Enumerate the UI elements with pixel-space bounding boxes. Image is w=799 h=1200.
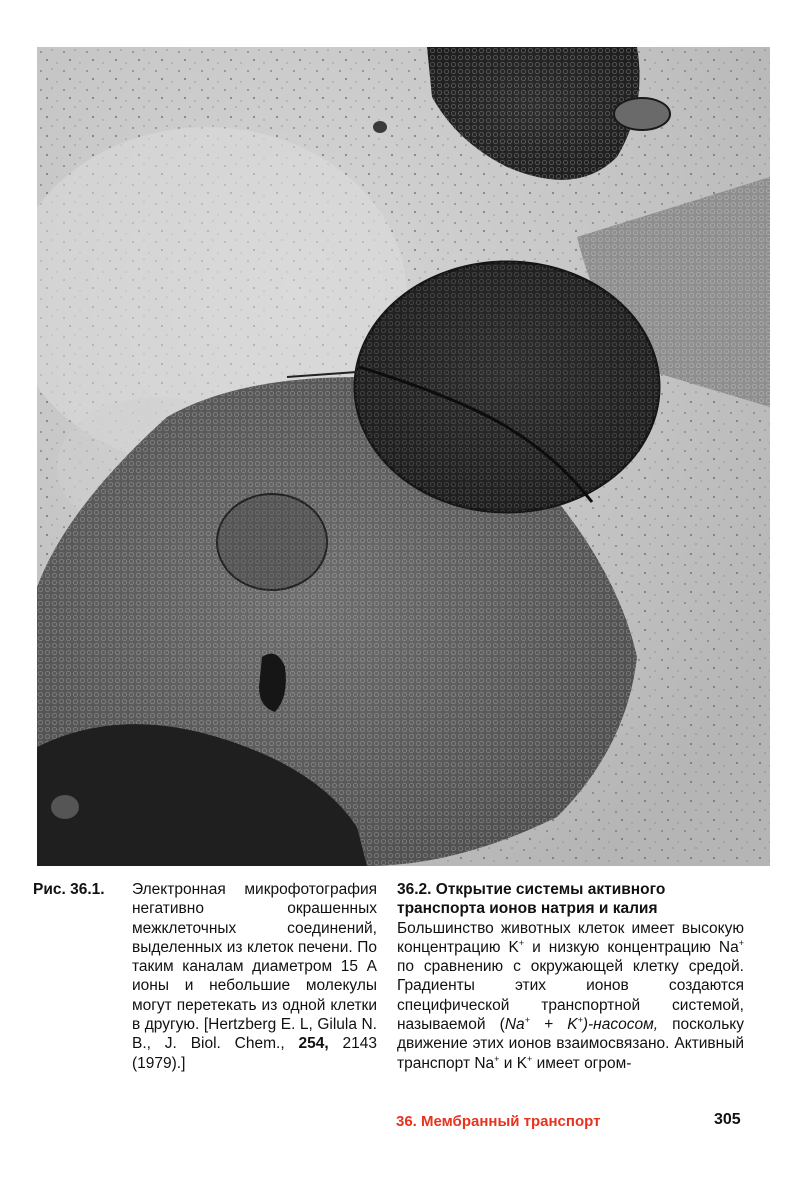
body-text-2: и низкую концентрацию Na <box>524 938 739 956</box>
superscript-plus: + <box>577 1015 583 1026</box>
page-number: 305 <box>714 1111 741 1128</box>
caption-body: Электронная микрофотография негативно окрашенных межклеточных соединений, выделенных из клеток печени. По таким каналам диаметром 15 А ионы и небольшие молекулы могут перетекать из одной клетки в другую. [Hertzberg E. L, Gilula N. B., J. Biol. Chem., <box>132 881 377 1053</box>
pump-k: + K <box>529 1016 578 1034</box>
superscript-plus: + <box>494 1053 500 1064</box>
caption-volume: 254, <box>298 1035 329 1053</box>
superscript-plus: + <box>527 1053 533 1064</box>
body-text-3: по сравнению с окружающей клетку средой. Градиенты этих ионов создаются специфической транспортной системой, называемой ( <box>397 958 744 1034</box>
caption-label: Рис. 36.1. <box>33 881 105 898</box>
body-text-1: Большинство животных клеток имеет высокую концентрацию K <box>397 919 744 956</box>
section-body <box>397 919 744 1073</box>
superscript-plus: + <box>524 1015 530 1026</box>
section-36-2 <box>397 880 744 1073</box>
caption-text <box>132 880 377 1073</box>
body-text-4: поскольку движение этих ионов взаимосвязано. Активный транспорт Na <box>397 1016 744 1072</box>
body-text-5: и K <box>499 1054 528 1072</box>
chapter-title: 36. Мембранный транспорт <box>396 1113 601 1130</box>
section-heading: 36.2. Открытие системы активного транспорта ионов натрия и калия <box>397 881 666 918</box>
micrograph-image <box>37 47 770 866</box>
superscript-plus: + <box>518 937 525 948</box>
superscript-plus: + <box>738 937 745 948</box>
body-text-6: имеет огром- <box>532 1054 632 1072</box>
pump-na: Na <box>504 1016 525 1034</box>
caption-tail: 2143 (1979).] <box>132 1035 377 1072</box>
micrograph-figure <box>37 47 770 866</box>
pump-term <box>505 1016 658 1033</box>
pump-end: )-насосом, <box>582 1016 659 1034</box>
